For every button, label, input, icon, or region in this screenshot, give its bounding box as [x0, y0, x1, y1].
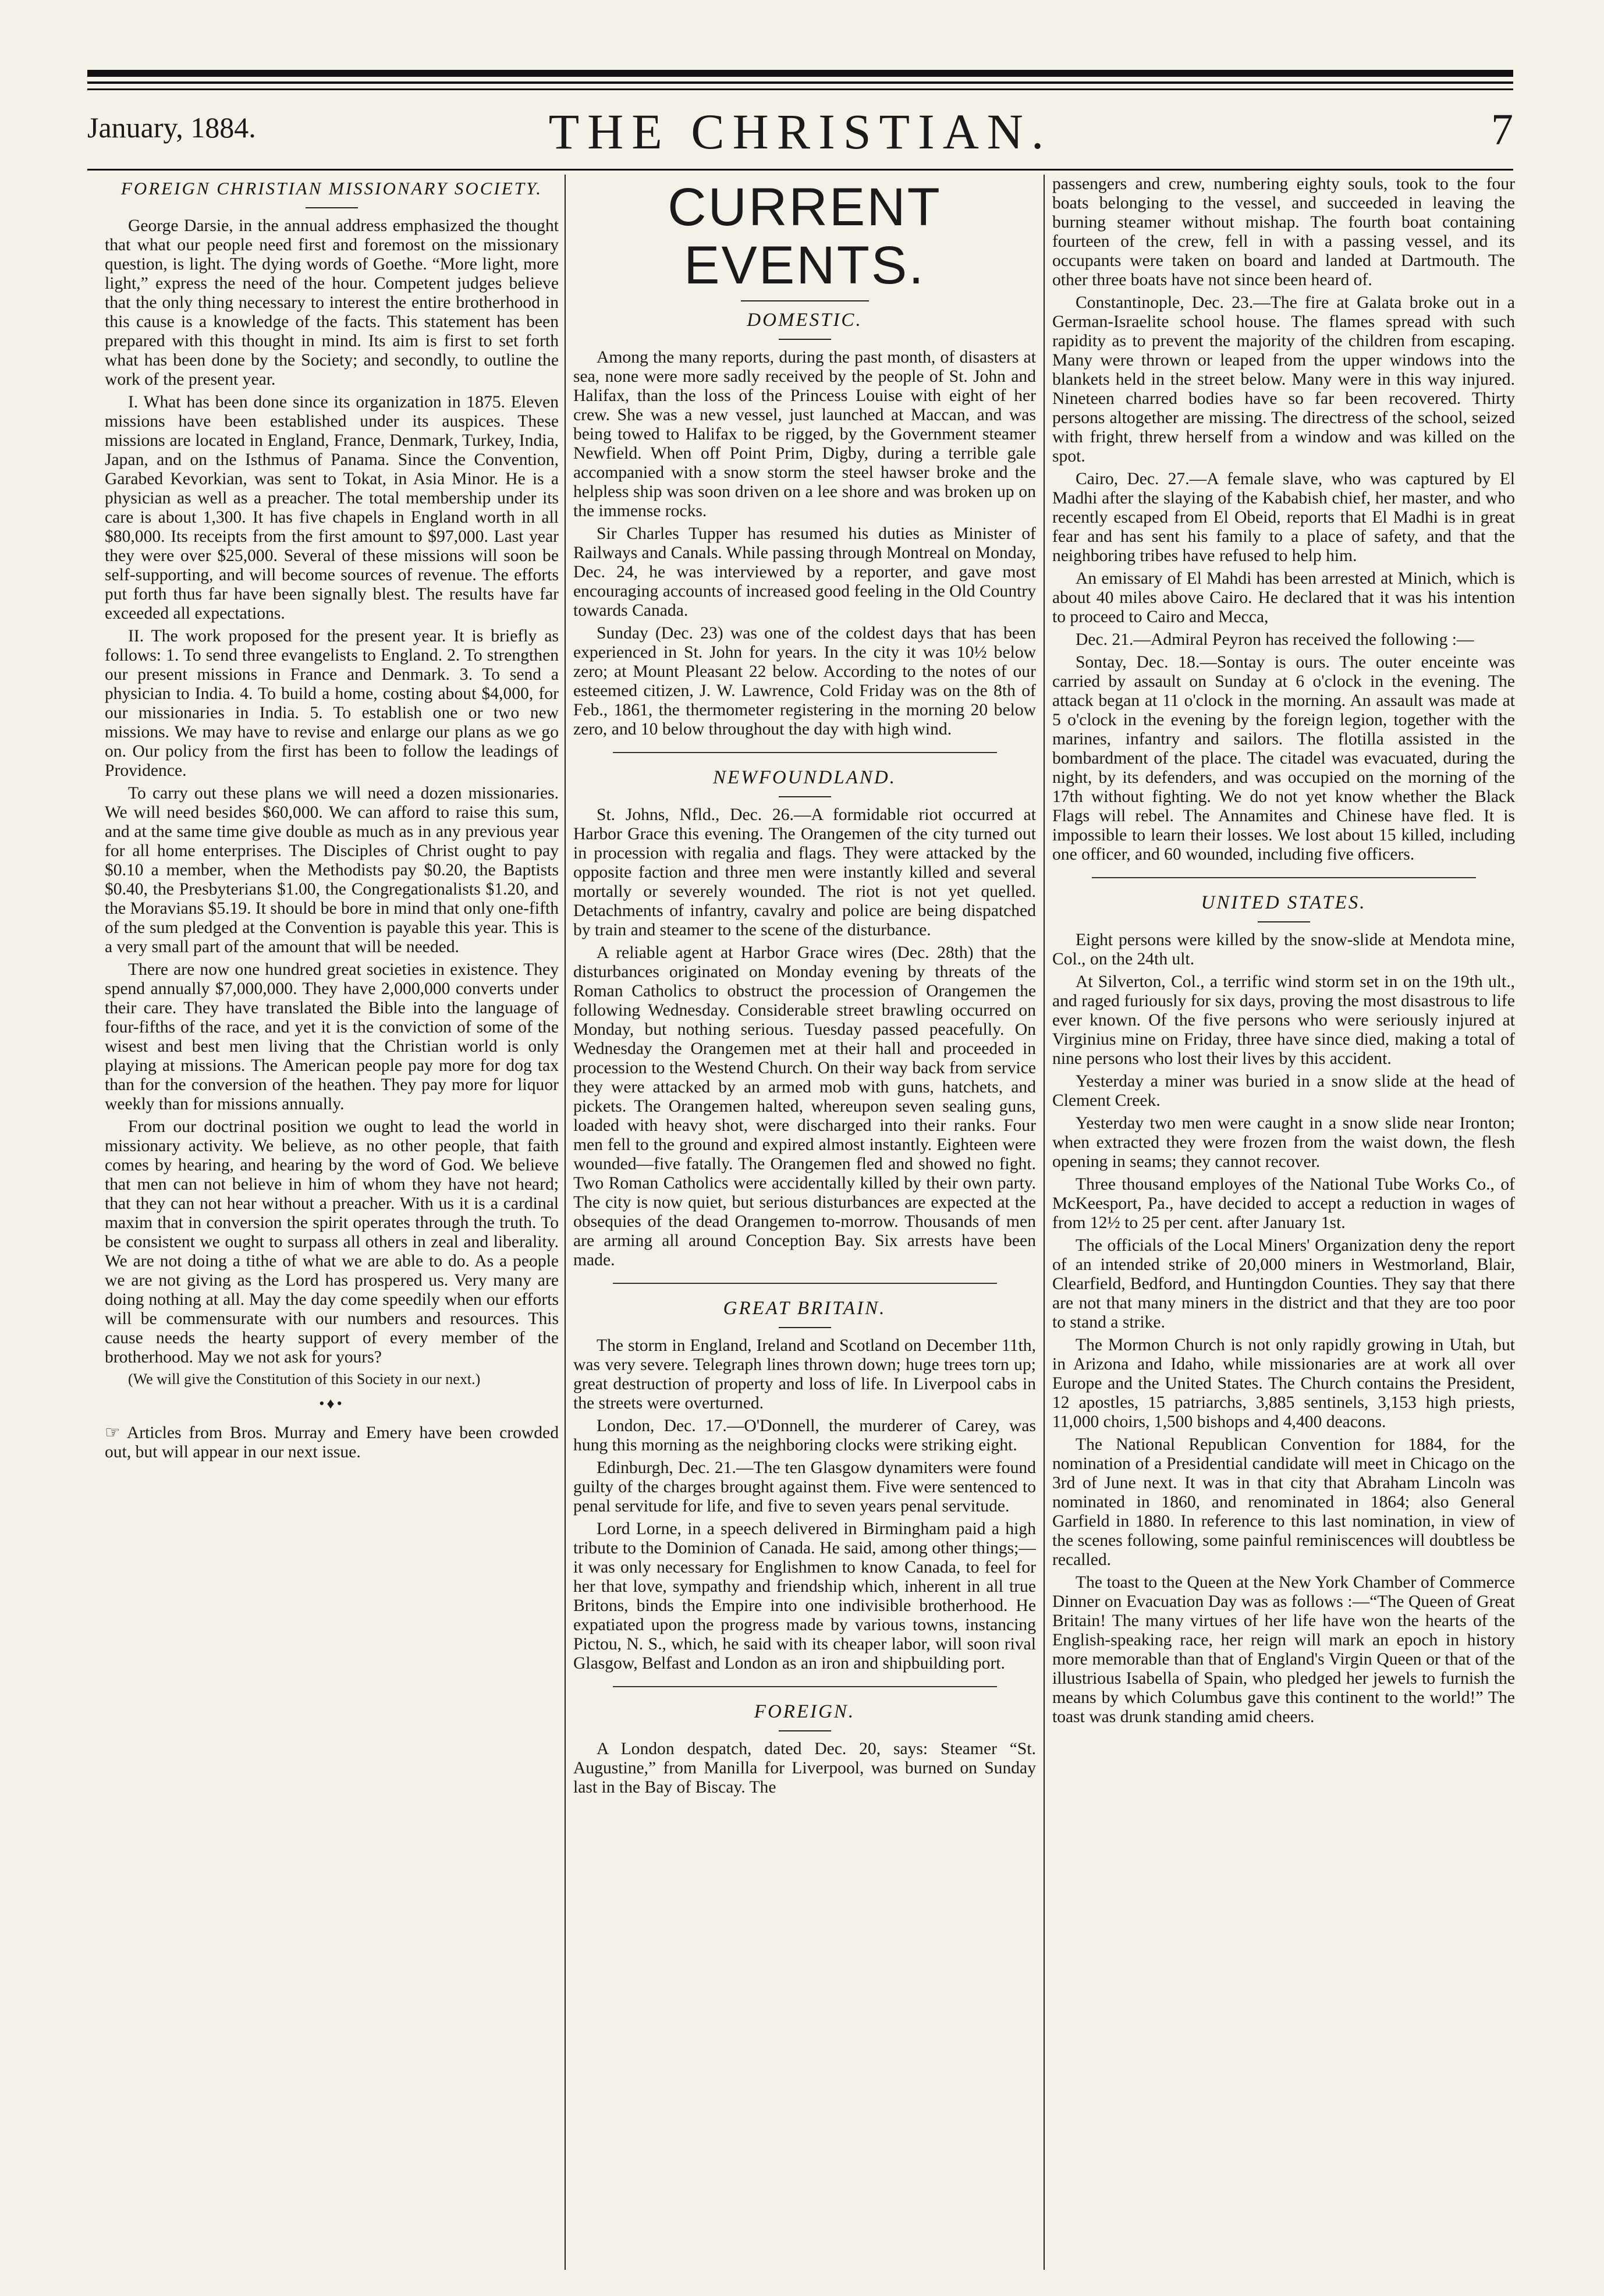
news-paragraph: The Mormon Church is not only rapidly growing in Utah, but in Arizona and Idaho, while missionaries are at work all over Europe and the United States. The Church contains the President, 12 apostles, 15 patriarchs, 3,885 sentinels, 3,153 high priests, 11,000 choirs, 1,500 bishops and 4,400 deacons.: [1052, 1336, 1515, 1431]
section-heading-newfoundland: NEWFOUNDLAND.: [713, 767, 896, 788]
section-heading-domestic: DOMESTIC.: [747, 310, 863, 331]
news-paragraph: The National Republican Convention for 1884, for the nomination of a Presidential candidate will meet in Chicago on the 3rd of June next. It was in that city that Abraham Lincoln was nominated in 1860, and renominated in 1864; also General Garfield in 1880. In reference to this last nomination, in view of the scenes following, some painful reminiscences will doubtless be recalled.: [1052, 1435, 1515, 1569]
ornament-divider: •♦•: [319, 1395, 345, 1412]
newspaper-title: THE CHRISTIAN.: [548, 104, 1052, 159]
article-paragraph: I. What has been done since its organization in 1875. Eleven missions have been established under its auspices. These missions are located in England, France, Denmark, Turkey, India, Japan, and on the Isthmus of Panama. Since the Convention, Garabed Kevorkian, was sent to Tokat, in Asia Minor. He is a physician as well as a preacher. The total membership under its care is about 1,300. It has five chapels in England worth in all $80,000. Its receipts from the first amount to $97,000. Last year they were over $25,000. Several of these missions will soon be self-supporting, and will become sources of revenue. The efforts put forth thus far have been signally blest. The results have far exceeded all expectations.: [105, 393, 559, 623]
news-paragraph: At Silverton, Col., a terrific wind storm set in on the 19th ult., and raged furiously for six days, proving the most disastrous to life ever known. Of the five persons who were seriously injured at Virginius mine on Friday, three have since died, making a total of nine persons who lost their lives by this accident.: [1052, 973, 1515, 1068]
news-paragraph: London, Dec. 17.—O'Donnell, the murderer of Carey, was hung this morning as the neighboring clocks were striking eight.: [573, 1417, 1036, 1454]
news-paragraph: A reliable agent at Harbor Grace wires (Dec. 28th) that the disturbances originated on Monday evening by threats of the Roman Catholics to obstruct the procession of Orangemen the following Wednesday. Considerable street brawling occurred on Monday, but nothing serious. Tuesday passed peacefully. On Wednesday the Orangemen met at their hall and proceeded in procession to the Westend Church. On their way back from service they were attacked by an armed mob with guns, hatchets, and pickets. The Orangemen halted, whereupon seven sealing guns, loaded with heavy shot, were discharged into their ranks. Four men fell to the ground and expired almost instantly. Eighteen were wounded—five fatally. The Orangemen fled and showed no fight. Two Roman Catholics were accidentally killed by their own party. The city is now quiet, but serious disturbances are expected at the obsequies of the dead Orangemen to-morrow. Thousands of men are arming all around Conception Bay. Six arrests have been made.: [573, 943, 1036, 1269]
column-current-events: [573, 175, 1036, 2270]
section-separator: [613, 1686, 997, 1687]
heading-dash: [741, 300, 869, 301]
news-paragraph: The toast to the Queen at the New York Chamber of Commerce Dinner on Evacuation Day was as follows :—“The Queen of Great Britain! The many virtues of her life have won the hearts of the English-speaking race, her reign will mark an epoch in history more memorable than that of England's Virgin Queen or that of the illustrious Isabella of Spain, who pledged her jewels to furnish the means by which Columbus gave this continent to the world!” The toast was drunk standing amid cheers.: [1052, 1573, 1515, 1726]
editor-note: (We will give the Constitution of this Society in our next.): [128, 1371, 481, 1387]
section-separator: [1092, 877, 1476, 878]
column-divider-1: [565, 175, 566, 2270]
section-heading-united-states: UNITED STATES.: [1201, 892, 1367, 913]
column-foreign-news: [1052, 175, 1515, 2270]
current-events-title: CURRENT EVENTS.: [668, 178, 942, 295]
section-heading-great-britain: GREAT BRITAIN.: [723, 1298, 886, 1319]
news-paragraph: passengers and crew, numbering eighty souls, took to the four boats belonging to the vessel, and succeeded in leaving the burning steamer without mishap. The fourth boat containing fourteen of the crew, fell in with a passing vessel, and its occupants were taken on board and landed at Dartmouth. The other three boats have not since been heard of.: [1052, 175, 1515, 289]
news-paragraph: Yesterday a miner was buried in a snow slide at the head of Clement Creek.: [1052, 1072, 1515, 1110]
column-divider-2: [1044, 175, 1045, 2270]
article-paragraph: George Darsie, in the annual address emphasized the thought that what our people need first and foremost on the missionary question, is light. The dying words of Goethe. “More light, more light,” express the need of the hour. Competent judges believe that the only thing necessary to interest the entire brotherhood in this cause is a knowledge of the facts. This statement has been prepared with this thought in mind. Its aim is first to set forth what has been done by the Society; and secondly, to outline the work of the present year.: [105, 217, 559, 389]
news-paragraph: Sunday (Dec. 23) was one of the coldest days that has been experienced in St. John for years. In the city it was 10½ below zero; at Mount Pleasant 22 below. According to the notes of our esteemed citizen, J. W. Lawrence, Cold Friday was on the 8th of Feb., 1861, the thermometer registering in the morning 20 below zero, and 10 below throughout the day with high wind.: [573, 624, 1036, 739]
heading-dash: [779, 796, 831, 797]
section-heading-missionary: FOREIGN CHRISTIAN MISSIONARY SOCIETY.: [120, 178, 543, 198]
news-paragraph: Yesterday two men were caught in a snow slide near Ironton; when extracted they were frozen from the waist down, the flesh opening in seams; they cannot recover.: [1052, 1114, 1515, 1171]
news-paragraph: A London despatch, dated Dec. 20, says: Steamer “St. Augustine,” from Manilla for Liverpool, was burned on Sunday last in the Bay of Biscay. The: [573, 1740, 1036, 1797]
masthead: [87, 98, 1513, 168]
news-paragraph: An emissary of El Mahdi has been arrested at Minich, which is about 40 miles above Cairo. He declared that it was his intention to proceed to Cairo and Mecca,: [1052, 569, 1515, 626]
news-paragraph: Edinburgh, Dec. 21.—The ten Glasgow dynamiters were found guilty of the charges brought against them. Five were sentenced to penal servitude for life, and five to seven years penal servitude.: [573, 1458, 1036, 1516]
page-number: 7: [1491, 105, 1513, 154]
news-paragraph: The officials of the Local Miners' Organization deny the report of an intended strike of 20,000 miners in Westmorland, Blair, Clearfield, Bedford, and Huntingdon Counties. They say that there are not that many miners in the district and that they are too poor to stand a strike.: [1052, 1236, 1515, 1332]
article-paragraph: There are now one hundred great societies in existence. They spend annually $7,000,000. They have 2,000,000 converts under their care. They have translated the Bible into the language of four-fifths of the race, and yet it is the conviction of some of the wisest and best men living that the Christian world is only playing at missions. The American people pay more for dog tax than for the conversion of the heathen. They pay more for liquor weekly than for missions annually.: [105, 960, 559, 1113]
news-paragraph: Dec. 21.—Admiral Peyron has received the following :—: [1076, 630, 1474, 649]
heading-dash: [779, 339, 831, 340]
article-paragraph: To carry out these plans we will need a dozen missionaries. We will need besides $60,000. We can afford to raise this sum, and at the same time give double as much as in any previous year for all home enterprises. The Disciples of Christ ought to pay $0.10 a member, when the Methodists pay $0.20, the Baptists $0.40, the Presbyterians $1.00, the Congregationalists $1.20, and the Moravians $5.19. It should be bore in mind that only one-fifth of the sum pledged at the Convention is payable this year. This is a very small part of the amount that will be needed.: [105, 784, 559, 956]
news-paragraph: Sir Charles Tupper has resumed his duties as Minister of Railways and Canals. While passing through Montreal on Monday, Dec. 24, he was interviewed by a reporter, and gave most encouraging accounts of increased good feeling in the Old Country towards Canada.: [573, 524, 1036, 620]
heading-dash: [1258, 921, 1310, 922]
heading-dash: [779, 1730, 831, 1731]
heading-dash: [306, 207, 358, 208]
section-separator: [613, 1283, 997, 1284]
article-paragraph: II. The work proposed for the present year. It is briefly as follows: 1. To send three evangelists to England. 2. To strengthen our present missions in France and Denmark. 3. To send a physician to India. 4. To build a home, costing about $4,000, for our missionaries in India. 5. To establish one or two new missions. We may have to revise and enlarge our plans as we go on. Our policy from the first has been to follow the leadings of Providence.: [105, 627, 559, 780]
top-rule-thick: [87, 70, 1513, 77]
news-paragraph: Sontay, Dec. 18.—Sontay is ours. The outer enceinte was carried by assault on Sunday at 6 o'clock in the evening. The attack began at 11 o'clock in the morning. An assault was made at 5 o'clock in the evening by the foreign legion, together with the marines, infantry and sailors. The flotilla assisted in the bombardment of the place. The citadel was evacuated, during the night, by its defenders, and was occupied on the morning of the 17th without fighting. We do not yet know whether the Black Flags will rebel. The Annamites and Chinese have fled. It is impossible to learn their losses. We lost about 15 killed, including one officer, and 60 wounded, including five officers.: [1052, 653, 1515, 864]
news-paragraph: The storm in England, Ireland and Scotland on December 11th, was very severe. Telegraph lines thrown down; huge trees torn up; great destruction of property and loss of life. In Liverpool cabs in the streets were overturned.: [573, 1336, 1036, 1413]
news-paragraph: Constantinople, Dec. 23.—The fire at Galata broke out in a German-Israelite school house. The flames spread with such rapidity as to prevent the majority of the children from escaping. Many were thrown or leaped from the upper windows into the blankets held in the street below. Many were in this way injured. Nineteen charred bodies have so far been recovered. Thirty persons altogether are missing. The directress of the school, seized with fright, threw herself from a window and was killed on the spot.: [1052, 293, 1515, 466]
section-heading-foreign: FOREIGN.: [754, 1701, 856, 1722]
top-rule-thin: [87, 81, 1513, 84]
news-paragraph: Cairo, Dec. 27.—A female slave, who was captured by El Madhi after the slaying of the Kababish chief, her master, and who recently escaped from El Obeid, reports that El Madhi is in great fear and has sent his family to a place of safety, and that the neighboring tribes have refused to help him.: [1052, 470, 1515, 565]
news-paragraph: Eight persons were killed by the snow-slide at Mendota mine, Col., on the 24th ult.: [1052, 931, 1515, 968]
news-paragraph: Among the many reports, during the past month, of disasters at sea, none were more sadly received by the people of St. John and Halifax, than the loss of the Princess Louise with eight of her crew. She was a new vessel, just launched at Maccan, and was being towed to Halifax to be rigged, by the Government steamer Newfield. When off Point Prim, Digby, during a terrible gale accompanied with a snow storm the steel hawser broke and the helpless ship was soon driven on a lee shore and was broken up on the immense rocks.: [573, 348, 1036, 520]
news-paragraph: St. Johns, Nfld., Dec. 26.—A formidable riot occurred at Harbor Grace this evening. The Orangemen of the city turned out in procession with regalia and flags. They were attacked by the opposite faction and three men were instantly killed and several mortally or severely wounded. The riot is not yet quelled. Detachments of infantry, cavalry and police are being dispatched by train and steamer to the scene of the disturbance.: [573, 805, 1036, 939]
crowded-out-notice: ☞ Articles from Bros. Murray and Emery have been crowded out, but will appear in our next issue.: [105, 1424, 559, 1461]
section-separator: [613, 752, 997, 753]
article-paragraph: From our doctrinal position we ought to lead the world in missionary activity. We believe, as no other people, that faith comes by hearing, and hearing by the word of God. We believe that men can not believe in him of whom they have not heard; that they can not hear without a preacher. With us it is a cardinal maxim that in conversion the spirit operates through the truth. To be consistent we ought to surpass all others in zeal and liberality. We are not doing a tithe of what we are able to do. As a people we are not giving as the Lord has prospered us. Very many are doing nothing at all. May the day come speedily when our efforts will be commensurate with our numbers and resources. This cause needs the hearty support of every member of the brotherhood. May we not ask for yours?: [105, 1117, 559, 1367]
column-missionary-society: [105, 175, 559, 2270]
top-rule-thin-2: [87, 88, 1513, 90]
news-paragraph: Three thousand employes of the National Tube Works Co., of McKeesport, Pa., have decided to accept a reduction in wages of from 12½ to 25 per cent. after January 1st.: [1052, 1175, 1515, 1232]
issue-date: January, 1884.: [87, 111, 256, 144]
heading-dash: [779, 1327, 831, 1328]
masthead-underline: [87, 169, 1513, 171]
news-paragraph: Lord Lorne, in a speech delivered in Birmingham paid a high tribute to the Dominion of Canada. He said, among other things;—it was only necessary for Englishmen to know Canada, to feel for her that love, sympathy and friendship which, inherent in all true Britons, binds the Empire into one indivisible brotherhood. He expatiated upon the progress made by various towns, instancing Pictou, N. S., which, he said with its cheaper labor, will soon rival Glasgow, Belfast and London as an iron and shipbuilding port.: [573, 1520, 1036, 1673]
